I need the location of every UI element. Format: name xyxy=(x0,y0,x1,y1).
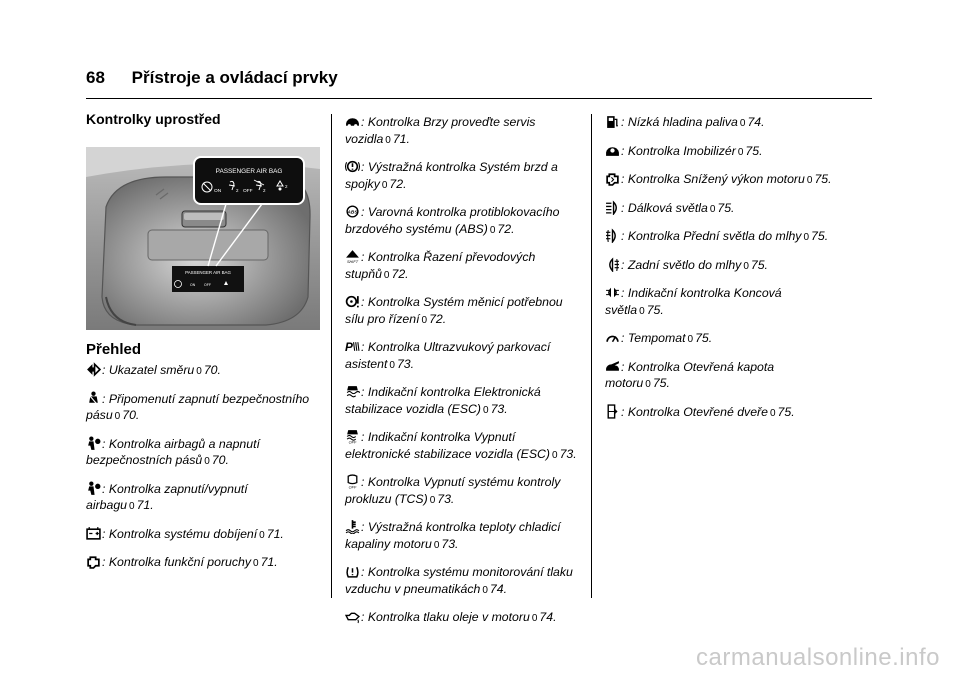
page-ref-arrow: 0 xyxy=(259,529,265,541)
page-reference-link[interactable]: 70. xyxy=(203,363,221,377)
page-ref-arrow: 0 xyxy=(739,118,746,129)
page-reference-link[interactable]: 72. xyxy=(497,221,515,236)
indicator-label: Kontrolka tlaku oleje v motoru xyxy=(367,610,530,624)
page-ref-arrow: 0 xyxy=(552,449,558,461)
callout-off: OFF xyxy=(243,189,253,194)
indicator-label: Zadní světlo do mlhy xyxy=(627,257,742,272)
page-reference-link[interactable]: 74. xyxy=(539,610,557,624)
esc-icon xyxy=(345,384,360,399)
page-reference-link[interactable]: 75. xyxy=(695,331,713,345)
indicator-label: Výstražná kontrolka Systém brzd a spojky xyxy=(345,160,558,191)
page-ref-arrow: 0 xyxy=(709,203,716,215)
turn-signal-icon xyxy=(86,362,101,377)
indicator-label: Indikační kontrolka Elektronická stabilizace vozidla (ESC) xyxy=(345,385,541,416)
page-reference-link[interactable]: 73. xyxy=(490,401,508,416)
page-ref-arrow: 0 xyxy=(253,558,259,569)
indicator-entry: : Kontrolka Systém měnicí potřebnou sílu pro řízení 0 72. xyxy=(345,295,563,326)
page-reference-link[interactable]: 72. xyxy=(429,311,447,326)
esc-off-icon xyxy=(345,429,360,444)
svg-text:OFF: OFF xyxy=(204,283,211,287)
indicator-label: Připomenutí zapnutí bezpečnostního pásu xyxy=(86,391,310,422)
indicator-label: Dálková světla xyxy=(627,200,708,215)
overview-heading: Přehled xyxy=(86,341,142,358)
page-reference-link[interactable]: 71. xyxy=(266,526,284,541)
callout-num-2: 2 xyxy=(263,188,266,193)
front-fog-icon xyxy=(605,228,620,243)
page-reference-link[interactable]: 75. xyxy=(745,143,763,158)
indicator-entry: : Kontrolka funkční poruchy 0 71. xyxy=(86,554,314,573)
indicator-entry: : Kontrolka Otevřená kapota motoru 0 75. xyxy=(605,359,775,390)
page-reference-link[interactable]: 75. xyxy=(750,257,768,272)
column-divider xyxy=(591,114,592,598)
immobilizer-icon xyxy=(605,143,620,158)
indicator-entry: : Připomenutí zapnutí bezpečnostního pásu 0 70. xyxy=(86,391,310,422)
door-ajar-icon xyxy=(605,404,620,419)
parking-lights-icon xyxy=(605,285,620,300)
indicator-label: Nízká hladina paliva xyxy=(627,115,738,129)
indicator-entry: : Kontrolka airbagů a napnutí bezpečnostních pásů 0 70. xyxy=(86,436,260,467)
battery-charging-icon xyxy=(86,526,101,541)
seatbelt-reminder-icon xyxy=(86,391,101,406)
page-reference-link[interactable]: 75. xyxy=(777,404,795,419)
chapter-title: Přístroje a ovládací prvky xyxy=(131,68,338,87)
page-reference-link[interactable]: 75. xyxy=(811,229,829,243)
svg-text:OFF: OFF xyxy=(348,440,357,444)
indicator-entry: : Kontrolka systému dobíjení 0 71. xyxy=(86,526,314,545)
panel-label: PASSENGER AIR BAG xyxy=(185,270,231,275)
indicator-label: Varovná kontrolka protiblokovacího brzdového systému (ABS) xyxy=(345,205,560,236)
page-ref-arrow: 0 xyxy=(769,407,776,419)
indicator-entry: : Kontrolka zapnutí/vypnutí airbagu 0 71. xyxy=(86,481,248,512)
page-ref-arrow: 0 xyxy=(429,494,436,506)
page-ref-arrow: 0 xyxy=(381,179,388,191)
indicator-entry: : Kontrolka Přední světla do mlhy 0 75. xyxy=(605,228,837,247)
page-ref-arrow: 0 xyxy=(531,613,538,624)
brake-warning-icon xyxy=(345,159,360,174)
hood-open-icon xyxy=(605,359,620,374)
indicator-entry: ABS : Varovná kontrolka protiblokovacího brzdového systému (ABS) 0 72. xyxy=(345,205,560,236)
page-ref-arrow: 0 xyxy=(803,232,810,243)
section-title: Kontrolky uprostřed xyxy=(86,111,221,127)
indicator-label: Ukazatel směru xyxy=(108,363,195,377)
airbag-onoff-icon xyxy=(86,481,101,496)
indicator-label: Kontrolka zapnutí/vypnutí airbagu xyxy=(86,481,248,512)
page-ref-arrow: 0 xyxy=(645,379,651,390)
column-1 xyxy=(86,362,314,583)
indicator-entry: : Ukazatel směru 0 70. xyxy=(86,362,314,381)
indicator-entry: : Výstražná kontrolka teploty chladicí kapaliny motoru 0 73. xyxy=(345,520,561,551)
indicator-label: Kontrolka systému monitorování tlaku vzduchu v pneumatikách xyxy=(345,565,573,596)
rear-fog-icon xyxy=(605,257,620,272)
indicator-entry: : Nízká hladina paliva 0 74. xyxy=(605,114,837,133)
indicator-label: Kontrolka Otevřené dveře xyxy=(627,404,768,419)
indicator-label: Indikační kontrolka Vypnutí elektronické stabilizace vozidla (ESC) xyxy=(345,430,551,461)
service-car-icon xyxy=(345,114,360,129)
column-3 xyxy=(605,114,837,432)
indicator-label: Kontrolka funkční poruchy xyxy=(108,555,252,569)
indicator-label: Kontrolka airbagů a napnutí bezpečnostních pásů xyxy=(86,436,260,467)
page-ref-arrow: 0 xyxy=(196,366,202,377)
page-reference-link[interactable]: 71. xyxy=(392,131,410,146)
indicator-label: Kontrolka Řazení převodových stupňů xyxy=(345,250,536,281)
indicator-label: Kontrolka Vypnutí systému kontroly prokluzu (TCS) xyxy=(345,475,561,506)
svg-text:ON: ON xyxy=(190,283,196,287)
page-ref-arrow: 0 xyxy=(433,539,440,551)
column-2 xyxy=(345,114,583,638)
page-reference-link[interactable]: 74. xyxy=(747,115,765,129)
page-ref-arrow: 0 xyxy=(806,175,813,186)
indicator-entry: OFF : Kontrolka Vypnutí systému kontroly prokluzu (TCS) 0 73. xyxy=(345,475,561,506)
tcs-off-icon xyxy=(345,474,360,489)
callout-label: PASSENGER AIR BAG xyxy=(215,168,283,175)
callout-on: ON xyxy=(214,189,222,194)
svg-text:OFF: OFF xyxy=(348,485,357,489)
page-reference-link[interactable]: 75. xyxy=(814,172,832,186)
page-reference-link[interactable]: 74. xyxy=(489,581,508,596)
page-ref-arrow: 0 xyxy=(639,305,645,317)
indicator-label: Kontrolka Systém měnicí potřebnou sílu pro řízení xyxy=(345,295,563,326)
cruise-control-icon xyxy=(605,330,620,345)
indicator-entry: : Kontrolka tlaku oleje v motoru 0 74. xyxy=(345,609,583,628)
page-reference-link[interactable]: 73. xyxy=(437,491,455,506)
page-header xyxy=(86,68,338,88)
indicator-entry: : Dálková světla 0 75. xyxy=(605,200,837,219)
indicator-entry: : Kontrolka Imobilizér 0 75. xyxy=(605,143,837,162)
svg-text:SHIFT: SHIFT xyxy=(346,259,359,264)
page-ref-arrow: 0 xyxy=(421,314,428,326)
indicator-entry: SHIFT : Kontrolka Řazení převodových stupňů 0 72. xyxy=(345,250,536,281)
page-ref-arrow: 0 xyxy=(129,501,135,512)
page-reference-link[interactable]: 73. xyxy=(559,446,577,461)
indicator-entry: : Kontrolka Snížený výkon motoru 0 75. xyxy=(605,171,837,190)
page-ref-arrow: 0 xyxy=(389,359,395,371)
page-reference-link[interactable]: 75. xyxy=(717,200,735,215)
page-reference-link[interactable]: 73. xyxy=(441,536,459,551)
indicator-label: Tempomat xyxy=(627,331,686,345)
indicator-label: Indikační kontrolka Koncová světla xyxy=(605,286,782,317)
airbag-seatbelt-icon xyxy=(86,436,101,451)
indicator-entry: : Indikační kontrolka Elektronická stabilizace vozidla (ESC) 0 73. xyxy=(345,385,541,416)
check-engine-icon xyxy=(86,554,101,569)
indicator-entry: : Kontrolka Otevřené dveře 0 75. xyxy=(605,404,837,423)
callout-num-1: 2 xyxy=(236,188,239,193)
page-ref-arrow: 0 xyxy=(489,224,496,236)
callout-num-3: 2 xyxy=(285,184,288,189)
indicator-entry: : Kontrolka Brzy proveďte servis vozidla 0 71. xyxy=(345,115,536,146)
page-reference-link[interactable]: 71. xyxy=(136,498,154,512)
svg-text:ABS: ABS xyxy=(347,210,358,216)
tire-pressure-icon xyxy=(345,564,360,579)
indicator-label: Kontrolka Snížený výkon motoru xyxy=(627,172,805,186)
indicator-label: Kontrolka systému dobíjení xyxy=(108,526,258,541)
page-ref-arrow: 0 xyxy=(737,146,744,158)
page-ref-arrow: 0 xyxy=(385,134,391,146)
indicator-entry: : Indikační kontrolka Koncová světla 0 75. xyxy=(605,286,782,317)
watermark: carmanualsonline.info xyxy=(696,644,940,671)
indicator-entry: : Zadní světlo do mlhy 0 75. xyxy=(605,257,837,276)
steering-assist-icon xyxy=(345,294,360,309)
svg-text:P: P xyxy=(345,340,353,354)
indicator-entry: : Tempomat 0 75. xyxy=(605,330,837,349)
column-divider xyxy=(331,114,332,598)
page-ref-arrow: 0 xyxy=(743,260,749,272)
page-reference-link[interactable]: 72. xyxy=(391,266,409,281)
indicator-entry: : Kontrolka systému monitorování tlaku vzduchu v pneumatikách 0 74. xyxy=(345,565,573,596)
page-reference-link[interactable]: 75. xyxy=(646,302,664,317)
indicator-entry: OFF : Indikační kontrolka Vypnutí elektronické stabilizace vozidla (ESC) 0 73. xyxy=(345,430,577,461)
page-reference-link[interactable]: 75. xyxy=(652,376,670,390)
page-ref-arrow: 0 xyxy=(482,584,488,596)
indicator-label: Kontrolka Otevřená kapota motoru xyxy=(605,359,775,390)
indicator-label: Kontrolka Přední světla do mlhy xyxy=(627,229,802,243)
abs-icon xyxy=(345,204,360,219)
page-reference-link[interactable]: 73. xyxy=(396,356,415,371)
indicator-label: Kontrolka Ultrazvukový parkovací asistent xyxy=(345,340,551,371)
page-ref-arrow: 0 xyxy=(114,411,121,422)
coolant-temp-icon xyxy=(345,519,360,534)
header-rule xyxy=(86,98,872,99)
page-ref-arrow: 0 xyxy=(483,404,489,416)
oil-pressure-icon xyxy=(345,609,360,624)
reduced-power-icon xyxy=(605,171,620,186)
shift-icon xyxy=(345,249,360,264)
center-indicator-photo xyxy=(86,147,320,330)
indicator-label: Kontrolka Brzy proveďte servis vozidla xyxy=(345,115,536,146)
page-reference-link[interactable]: 71. xyxy=(260,555,278,569)
page-reference-link[interactable]: 70. xyxy=(211,453,229,467)
page-reference-link[interactable]: 72. xyxy=(389,176,407,191)
indicator-entry: P : Kontrolka Ultrazvukový parkovací asistent 0 73. xyxy=(345,340,551,371)
page-number: 68 xyxy=(86,68,105,87)
indicator-entry: : Výstražná kontrolka Systém brzd a spojky 0 72. xyxy=(345,160,558,191)
page-ref-arrow: 0 xyxy=(204,456,210,467)
page-ref-arrow: 0 xyxy=(687,334,694,345)
page-ref-arrow: 0 xyxy=(383,269,390,281)
high-beam-icon xyxy=(605,200,620,215)
low-fuel-icon xyxy=(605,114,620,129)
indicator-label: Výstražná kontrolka teploty chladicí kapaliny motoru xyxy=(345,520,561,551)
indicator-label: Kontrolka Imobilizér xyxy=(627,143,736,158)
park-assist-icon xyxy=(345,339,360,354)
page-reference-link[interactable]: 70. xyxy=(122,408,140,422)
